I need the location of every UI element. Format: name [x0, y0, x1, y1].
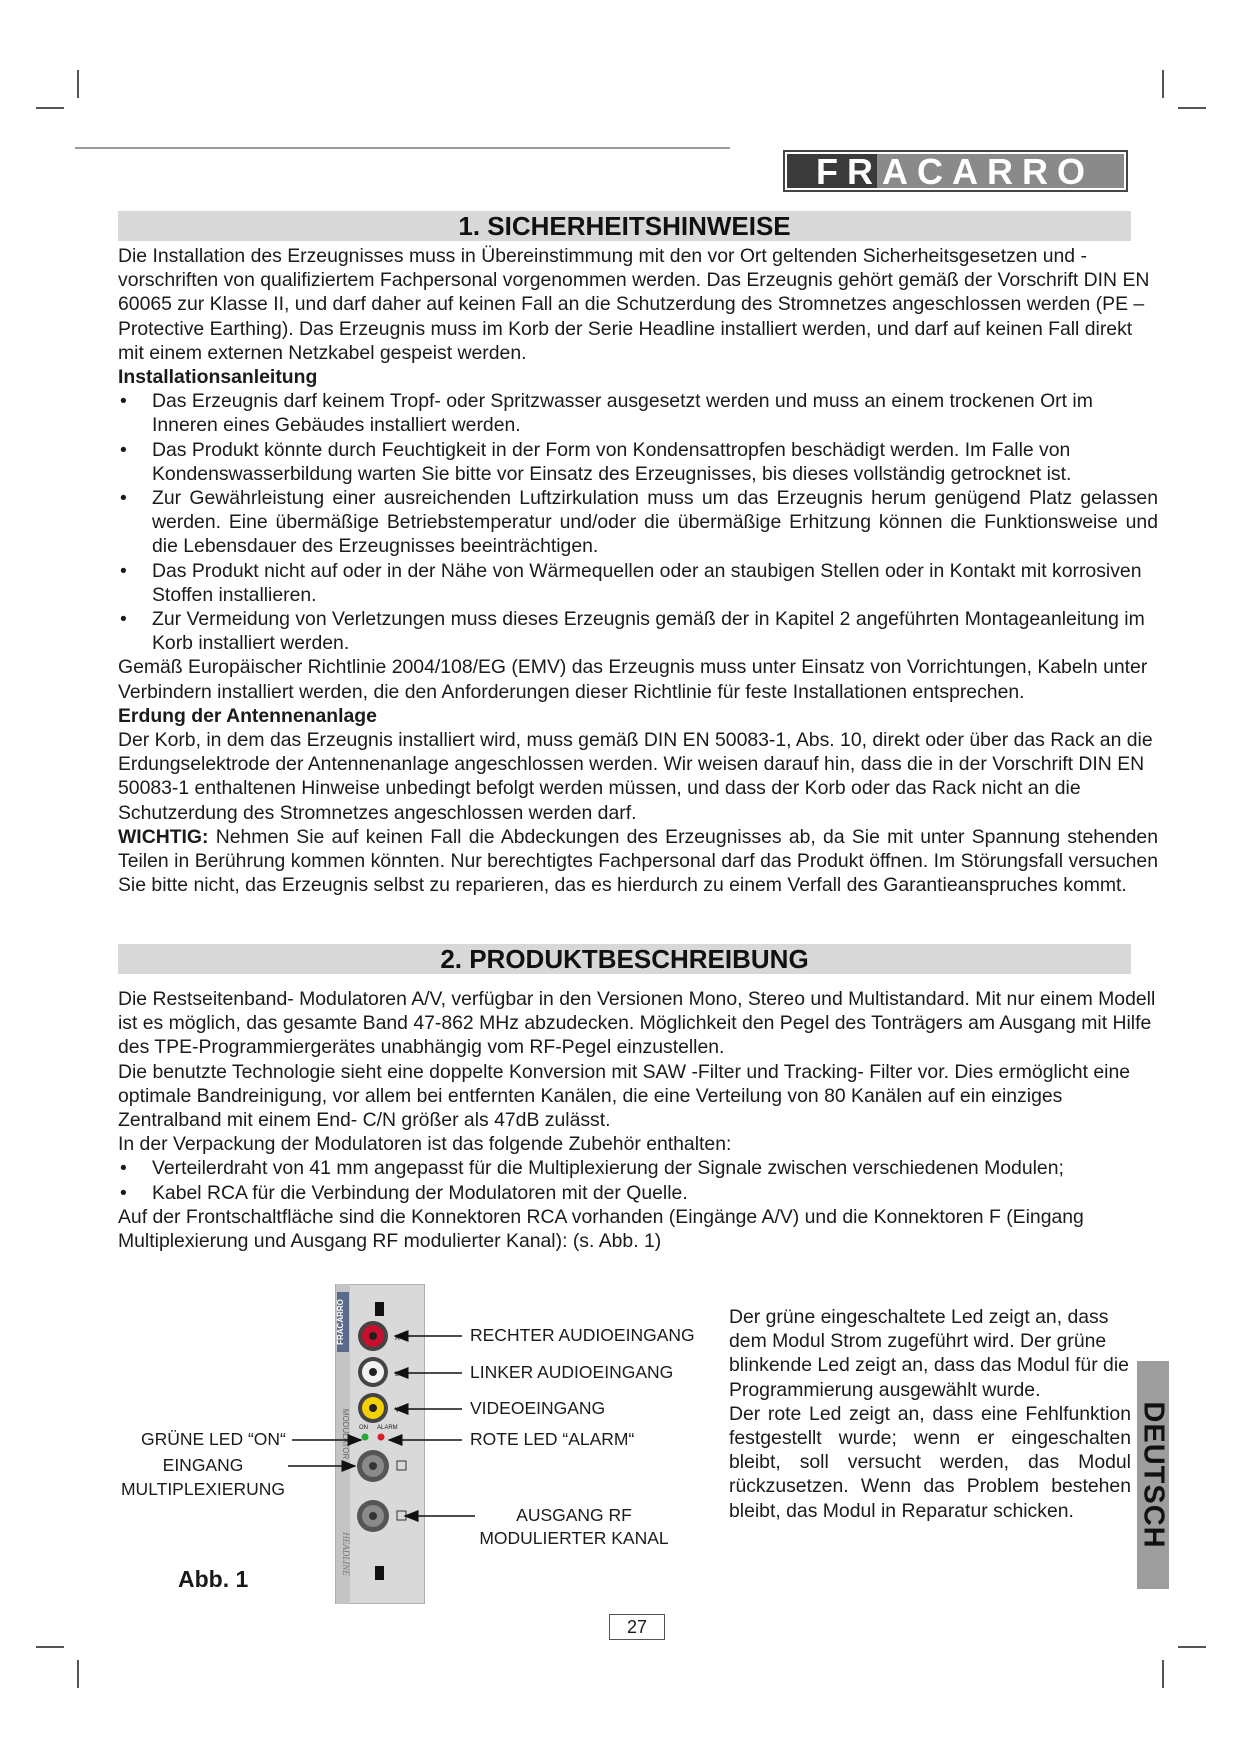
led-on-label: ON [359, 1425, 368, 1431]
install-heading: Installationsanleitung [118, 366, 318, 389]
jack-l-label: L [395, 1371, 399, 1378]
jack-v-label: V [395, 1407, 400, 1414]
list-item: • Das Produkt nicht auf oder in der Nähe von Wärmequellen oder an staubigen Stellen oder in Kontakt mit korrosiven Stoffen installieren. [118, 559, 1158, 607]
language-tab [1137, 1361, 1169, 1589]
figure-caption: Abb. 1 [178, 1566, 249, 1592]
led-para-2: Der rote Led zeigt an, dass eine Fehlfunktion festgestellt wurde; wenn er eingeschalten bleibt, soll versucht werden, das Modul rückzusetzen. Wenn das Problem bestehen bleibt, das Modul in Reparatur schicken. [729, 1402, 1131, 1522]
label-green-led: GRÜNE LED “ON“ [141, 1429, 286, 1449]
led-alarm-label: ALARM [377, 1425, 398, 1431]
label-video: VIDEOEINGANG [470, 1398, 606, 1418]
product-para-2: Die benutzte Technologie sieht eine doppelte Konversion mit SAW -Filter und Tracking- Filter vor. Dies ermöglicht eine optimale Bandreinigung, vor allem bei entfernten Kanälen, die eine Verteilung von 80 Kanälen auf ein einziges Zentralband mit einem End- C/N größer als 47dB zulässt. [118, 1060, 1131, 1132]
section-title-product: 2. PRODUKTBESCHREIBUNG [118, 944, 1131, 974]
logo-text: FRACARRO [816, 151, 1094, 192]
led-para-1: Der grüne eingeschaltete Led zeigt an, dass dem Modul Strom zugeführt wird. Der grüne blinkende Led zeigt an, dass das Modul für die Programmierung ausgewählt wurde. [729, 1306, 1129, 1401]
product-para-3: In der Verpackung der Modulatoren ist das folgende Zubehör enthalten: [118, 1133, 732, 1156]
emv-paragraph: Gemäß Europäischer Richtlinie 2004/108/EG (EMV) das Erzeugnis muss unter Einsatz von Vorrichtungen, Kabeln unter Verbindern installiert werden, die den Anforderungen dieser Richtlinie für feste Installationen entsprechen. [118, 656, 1148, 703]
section-title-safety: 1. SICHERHEITSHINWEISE [118, 211, 1131, 241]
list-item: • Zur Gewährleistung einer ausreichenden Luftzirkulation muss um das Erzeugnis herum genügend Platz gelassen werden. Eine übermäßige Betriebstemperatur und/oder die übermäßige Erhitzung können die Funktionsweise und die Lebensdauer des Erzeugnisses beeinträchtigen. [118, 486, 1158, 559]
earthing-heading: Erdung der Antennenanlage [118, 704, 377, 727]
panel-brand-text: FRACARRO [336, 1299, 345, 1345]
warning-label: WICHTIG: [118, 825, 209, 848]
warning-text: Nehmen Sie auf keinen Fall die Abdeckungen des Erzeugnisses ab, da Sie mit unter Spannung stehenden Teilen in Berührung kommen könnten. Nur berechtigtes Fachpersonal darf das Produkt öffnen. Im Störungsfall versuchen Sie bitte nicht, das Erzeugnis selbst zu reparieren, das es hierdurch zu einem Verfall des Garantieanspruches kommt. [118, 825, 1158, 897]
label-left-audio: LINKER AUDIOEINGANG [470, 1362, 674, 1382]
language-tab-label: DEUTSCH [1137, 1401, 1170, 1549]
jack-r-label: R [395, 1335, 401, 1342]
list-item: • Kabel RCA für die Verbindung der Modulatoren mit der Quelle. [118, 1181, 1158, 1205]
list-item: • Verteilerdraht von 41 mm angepasst für die Multiplexierung der Signale zwischen verschiedenen Modulen; [118, 1156, 1158, 1180]
list-item: • Das Erzeugnis darf keinem Tropf- oder Spritzwasser ausgesetzt werden und muss an einem trockenen Ort im Inneren eines Gebäudes installiert werden. [118, 389, 1158, 437]
product-para-4: Auf der Frontschaltfläche sind die Konnektoren RCA vorhanden (Eingänge A/V) und die Konnektoren F (Eingang Multiplexierung und Ausgang RF modulierter Kanal): (s. Abb. 1) [118, 1205, 1084, 1253]
label-red-led: ROTE LED “ALARM“ [470, 1429, 635, 1449]
safety-intro: Die Installation des Erzeugnisses muss in Übereinstimmung mit den vor Ort geltenden Sicherheitsgesetzen und -vorschriften von qualifiziertem Fachpersonal vorgenommen werden. Das Erzeugnis gehört gemäß der Vorschrift DIN EN 60065 zur Klasse II, und darf daher auf keinen Fall an die Schutzerdung des Stromnetzes angeschlossen werden (PE – Protective Earthing). Das Erzeugnis muss im Korb der Serie Headline installiert werden, und darf auf keinen Fall direkt mit einem externen Netzkabel gespeist werden. [118, 245, 1150, 364]
led-description [729, 1305, 1131, 1523]
list-item: • Zur Vermeidung von Verletzungen muss dieses Erzeugnis gemäß der in Kapitel 2 angeführten Montageanleitung im Korb installiert werden. [118, 607, 1158, 655]
page-number: 27 [609, 1614, 665, 1640]
label-mux-input: EINGANG MULTIPLEXIERUNG [120, 1455, 285, 1499]
panel-model-text: MODULATOR [341, 1408, 350, 1460]
label-rf-output: AUSGANG RF MODULIERTER KANAL [479, 1505, 669, 1548]
label-right-audio: RECHTER AUDIOEINGANG [470, 1325, 695, 1345]
earthing-paragraph: Der Korb, in dem das Erzeugnis installiert wird, muss gemäß DIN EN 50083-1, Abs. 10, direkt oder über das Rack an die Erdungselektrode der Antennenanlage angeschlossen werden. Wir weisen darauf hin, dass die in der Vorschrift DIN EN 50083-1 enthaltenen Hinweise unbedingt befolgt werden müssen, und dass der Korb oder das Rack nicht an die Schutzerdung des Stromnetzes angeschlossen werden darf. [118, 729, 1153, 824]
list-item: • Das Produkt könnte durch Feuchtigkeit in der Form von Kondensattropfen beschädigt werden. Im Falle von Kondenswasserbildung warten Sie bitte vor Einsatz des Erzeugnisses, bis dieses vollständig getrocknet ist. [118, 438, 1158, 486]
panel-series-text: HEADLINE [341, 1532, 351, 1576]
product-para-1: Die Restseitenband- Modulatoren A/V, verfügbar in den Versionen Mono, Stereo und Multistandard. Mit nur einem Modell ist es möglich, das gesamte Band 47-862 MHz abzudecken. Möglichkeit den Pegel des Tonträgers am Ausgang mit Hilfe des TPE-Programmiergerätes unabhängig vom RF-Pegel einzustellen. [118, 988, 1156, 1059]
